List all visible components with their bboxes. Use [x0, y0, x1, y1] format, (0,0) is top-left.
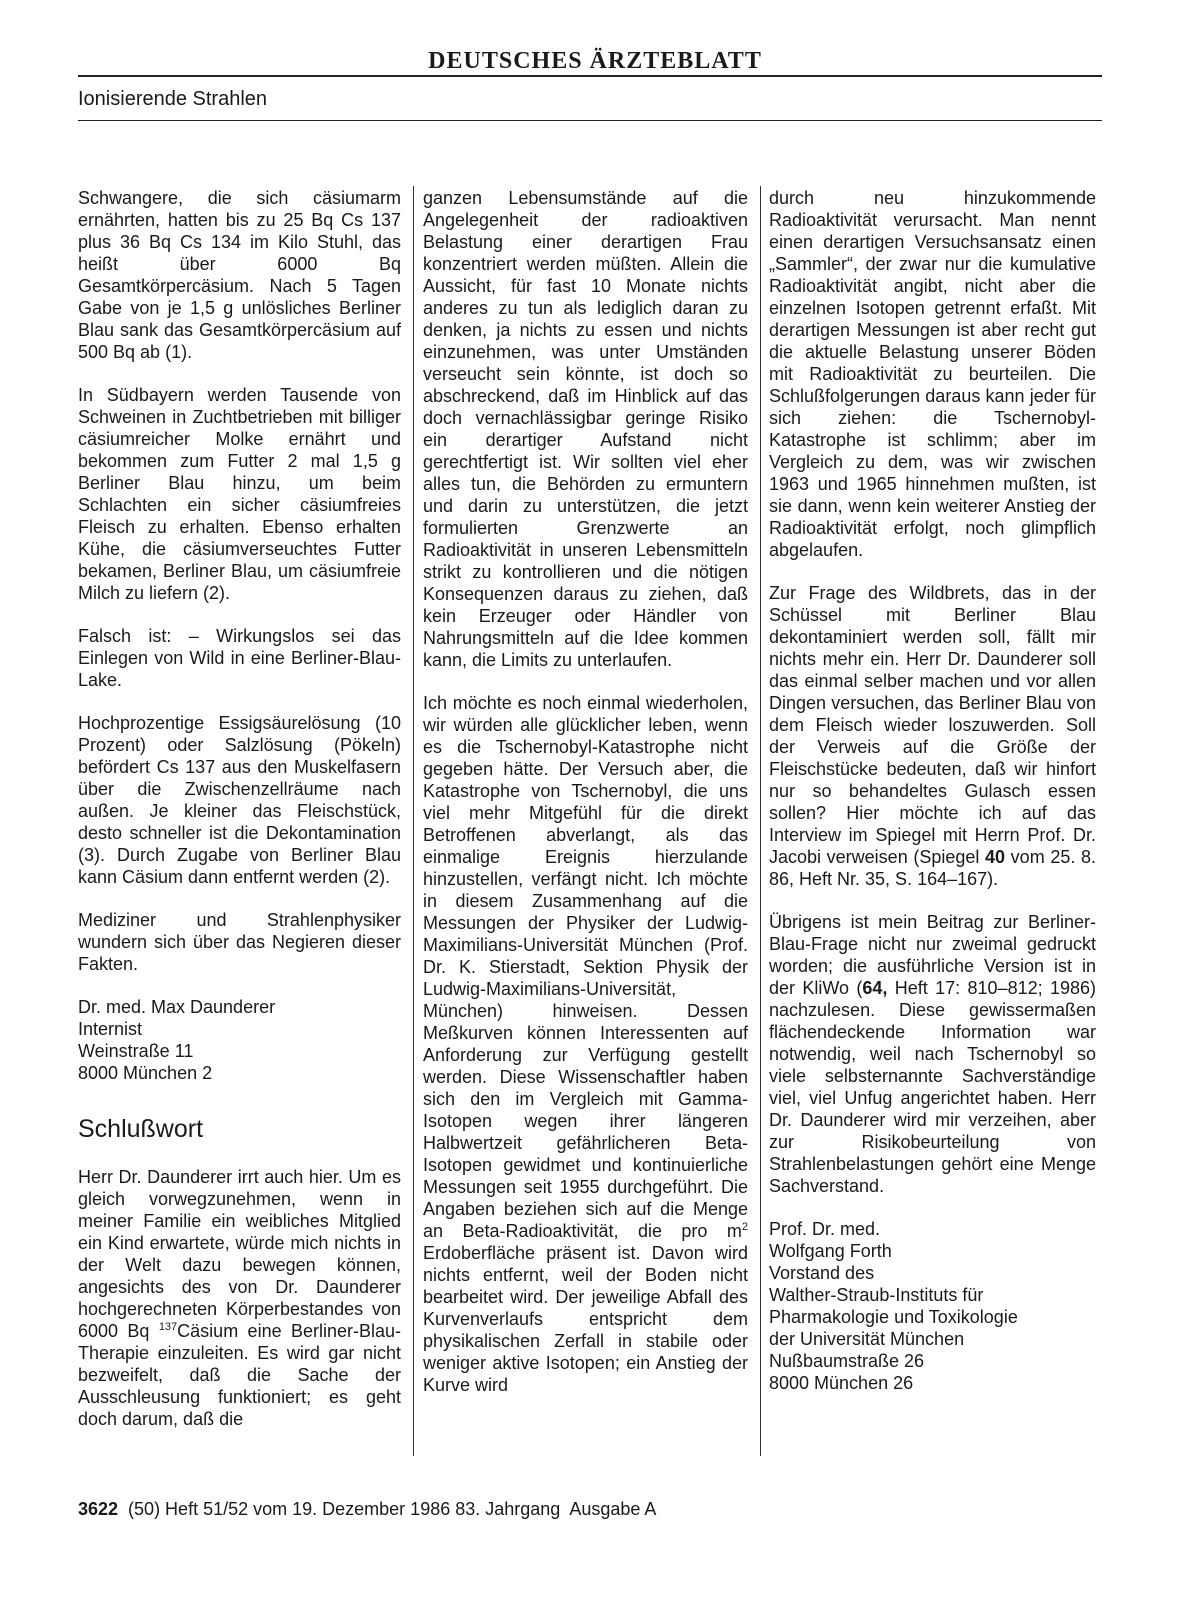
text-run: Erdoberfläche präsent ist. Davon wird nichts entfernt, weil der Boden nicht bearbeitet wird. Der jeweilige Abfall des Kurvenverlaufs entspricht dem physikalischen Zerfall in stabile oder weniger aktive Isotopen; ein Anstieg der Kurve wird	[423, 1243, 748, 1395]
paragraph: ganzen Lebensumstände auf die Angelegenheit der radioaktiven Belastung einer derartigen Frau konzentriert werden müßten. Allein die Aussicht, für fast 10 Monate nichts anderes zu tun als lediglich daran zu denken, ja nichts zu essen und nichts einzunehmen, was unter Umständen verseucht sein könnte, ist doch so abschreckend, daß im Hinblick auf das doch vernachlässigbar geringe Risiko ein derartiger Aufstand nicht gerechtfertigt ist. Wir sollten viel eher alles tun, die Behörden zu ermuntern und darin zu unterstützen, die jetzt formulierten Grenzwerte an Radioaktivität in unseren Lebensmitteln strikt zu kontrollieren und die nötigen Konsequenzen daraus zu ziehen, daß kein Erzeuger oder Händler von Nahrungsmitteln auf die Idee kommen kann, die Limits zu unterlaufen.	[423, 188, 748, 670]
paragraph	[78, 1166, 401, 1430]
paragraph	[769, 582, 1096, 890]
signature-line: Internist	[78, 1019, 143, 1039]
page-number: 3622	[78, 1499, 119, 1519]
column-divider	[413, 186, 414, 1456]
paragraph: Schwangere, die sich cäsiumarm ernährten, hatten bis zu 25 Bq Cs 137 plus 36 Bq Cs 134 im Kilo Stuhl, das heißt über 6000 Bq Gesamtkörpercäsium. Nach 5 Tagen Gabe von je 1,5 g unlösliches Berliner Blau sank das Gesamtkörpercäsium auf 500 Bq ab (1).	[78, 188, 401, 362]
section-label: Ionisierende Strahlen	[78, 88, 268, 110]
paragraph: Mediziner und Strahlenphysiker wundern sich über das Negieren dieser Fakten.	[78, 910, 401, 974]
issue-info: (50) Heft 51/52 vom 19. Dezember 1986 83. Jahrgang Ausgabe A	[118, 1499, 657, 1519]
text-run: Heft 17: 810–812; 1986) nachzulesen. Diese gewissermaßen flächendeckende Information war notwendig, weil nach Tschernobyl so viele selbsternannte Sachverständige viel, viel Unfug angerichtet haben. Herr Dr. Daunderer wird mir verzeihen, aber zur Risikobeurteilung von Strahlenbelastungen gehört eine Menge Sachverstand.	[769, 978, 1096, 1196]
section-rule	[78, 120, 1102, 121]
letter-signature	[78, 996, 401, 1084]
signature-line: Pharmakologie und Toxikologie	[769, 1307, 1018, 1327]
author-signature	[769, 1218, 1096, 1394]
paragraph	[769, 911, 1096, 1197]
masthead: DEUTSCHES ÄRZTEBLATT	[428, 48, 762, 74]
signature-line: der Universität München	[769, 1329, 965, 1349]
column-divider	[760, 186, 761, 1456]
signature-line: Dr. med. Max Daunderer	[78, 997, 276, 1017]
text-run: Cäsium eine Berliner-Blau-Therapie einzuleiten. Es wird gar nicht bezweifelt, daß die Sache der Ausschleusung funktioniert; es geht doch darum, daß die	[78, 1321, 401, 1429]
paragraph: Hochprozentige Essigsäurelösung (10 Prozent) oder Salzlösung (Pökeln) befördert Cs 137 aus den Muskelfasern über die Zwischenzellräume nach außen. Je kleiner das Fleischstück, desto schneller ist die Dekontamination (3). Durch Zugabe von Berliner Blau kann Cäsium dann entfernt werden (2).	[78, 713, 401, 887]
bold-text: 40	[985, 847, 1006, 867]
signature-line: 8000 München 26	[769, 1373, 914, 1393]
text-run: Ich möchte es noch einmal wiederholen, wir würden alle glücklicher leben, wenn es die Tschernobyl-Katastrophe nicht gegeben hätte. Der Versuch aber, die Katastrophe von Tschernobyl, die uns viel mehr Mitgefühl für die direkt Betroffenen abverlangt, als das einmalige Ereignis hierzulande hinzustellen, verfängt nicht. Ich möchte in diesem Zusammenhang auf die Messungen der Physiker der Ludwig-Maximilians-Universität München (Prof. Dr. K. Stierstadt, Sektion Physik der Ludwig-Maximilians-Universität, München) hinweisen. Dessen Meßkurven können Interessenten auf Anforderung zur Verfügung gestellt werden. Diese Wissenschaftler haben sich den im Vergleich mit Gamma-Isotopen wegen ihrer längeren Halbwertzeit gefährlicheren Beta-Isotopen gewidmet und kontinuierliche Messungen seit 1955 durchgeführt. Die Angaben beziehen sich auf die Menge an Beta-Radioaktivität, die pro m	[423, 693, 748, 1241]
signature-line: Wolfgang Forth	[769, 1241, 892, 1261]
superscript: 2	[741, 1221, 748, 1233]
signature-line: Vorstand des	[769, 1263, 875, 1283]
text-run: Herr Dr. Daunderer irrt auch hier. Um es gleich vorwegzunehmen, wenn in meiner Familie ein weibliches Mitglied ein Kind erwartete, würde mich nichts in der Welt dazu bewegen können, angesichts des von Dr. Daunderer hochgerechneten Körperbestandes von 6000 Bq	[78, 1167, 401, 1341]
section-heading: Schlußwort	[78, 1115, 204, 1143]
signature-line: Weinstraße 11	[78, 1041, 194, 1061]
paragraph	[423, 692, 748, 1396]
text-run: vom 25. 8. 86, Heft Nr. 35, S. 164–167).	[769, 847, 1096, 889]
column-1	[78, 187, 401, 1451]
page-footer	[78, 1499, 656, 1520]
text-run: Zur Frage des Wildbrets, das in der Schüssel mit Berliner Blau dekontaminiert werden soll, fällt mir nichts mehr ein. Herr Dr. Daunderer soll das einmal selber machen und vor allen Dingen versuchen, das Berliner Blau von dem Fleisch wieder loszuwerden. Soll der Verweis auf die Größe der Fleischstücke bedeuten, daß wir hinfort nur so behandeltes Gulasch essen sollen? Hier möchte ich auf das Interview im Spiegel mit Herrn Prof. Dr. Jacobi verweisen (Spiegel	[769, 583, 1096, 867]
bold-text: 64,	[862, 978, 888, 998]
paragraph: In Südbayern werden Tausende von Schweinen in Zuchtbetrieben mit billiger cäsiumreicher Molke ernährt und bekommen zum Futter 2 mal 1,5 g Berliner Blau hinzu, um beim Schlachten ein sicher cäsiumfreies Fleisch zu erhalten. Ebenso erhalten Kühe, die cäsiumverseuchtes Futter bekamen, Berliner Blau, um cäsiumfreie Milch zu liefern (2).	[78, 385, 401, 603]
header-rule	[78, 75, 1102, 77]
text-run: Übrigens ist mein Beitrag zur Berliner-Blau-Frage nicht nur zweimal gedruckt worden; die ausführliche Version ist in der KliWo (	[769, 912, 1096, 998]
signature-line: Prof. Dr. med.	[769, 1219, 881, 1239]
superscript: 137	[158, 1321, 178, 1333]
paragraph: durch neu hinzukommende Radioaktivität verursacht. Man nennt einen derartigen Versuchsansatz einen „Sammler“, der zwar nur die kumulative Radioaktivität angibt, nicht aber die einzelnen Isotopen getrennt erfaßt. Mit derartigen Messungen ist aber recht gut die aktuelle Belastung unserer Böden mit Radioaktivität zu beurteilen. Die Schlußfolgerungen daraus kann jeder für sich ziehen: die Tschernobyl-Katastrophe ist schlimm; aber im Vergleich zu dem, was wir zwischen 1963 und 1965 hinnehmen mußten, ist sie dann, wenn kein weiterer Anstieg der Radioaktivität erfolgt, noch glimpflich abgelaufen.	[769, 188, 1096, 560]
column-2	[423, 187, 748, 1417]
signature-line: Nußbaumstraße 26	[769, 1351, 925, 1371]
column-3	[769, 187, 1096, 1415]
paragraph: Falsch ist: – Wirkungslos sei das Einlegen von Wild in eine Berliner-Blau-Lake.	[78, 626, 401, 690]
signature-line: Walther-Straub-Instituts für	[769, 1285, 984, 1305]
signature-line: 8000 München 2	[78, 1063, 213, 1083]
